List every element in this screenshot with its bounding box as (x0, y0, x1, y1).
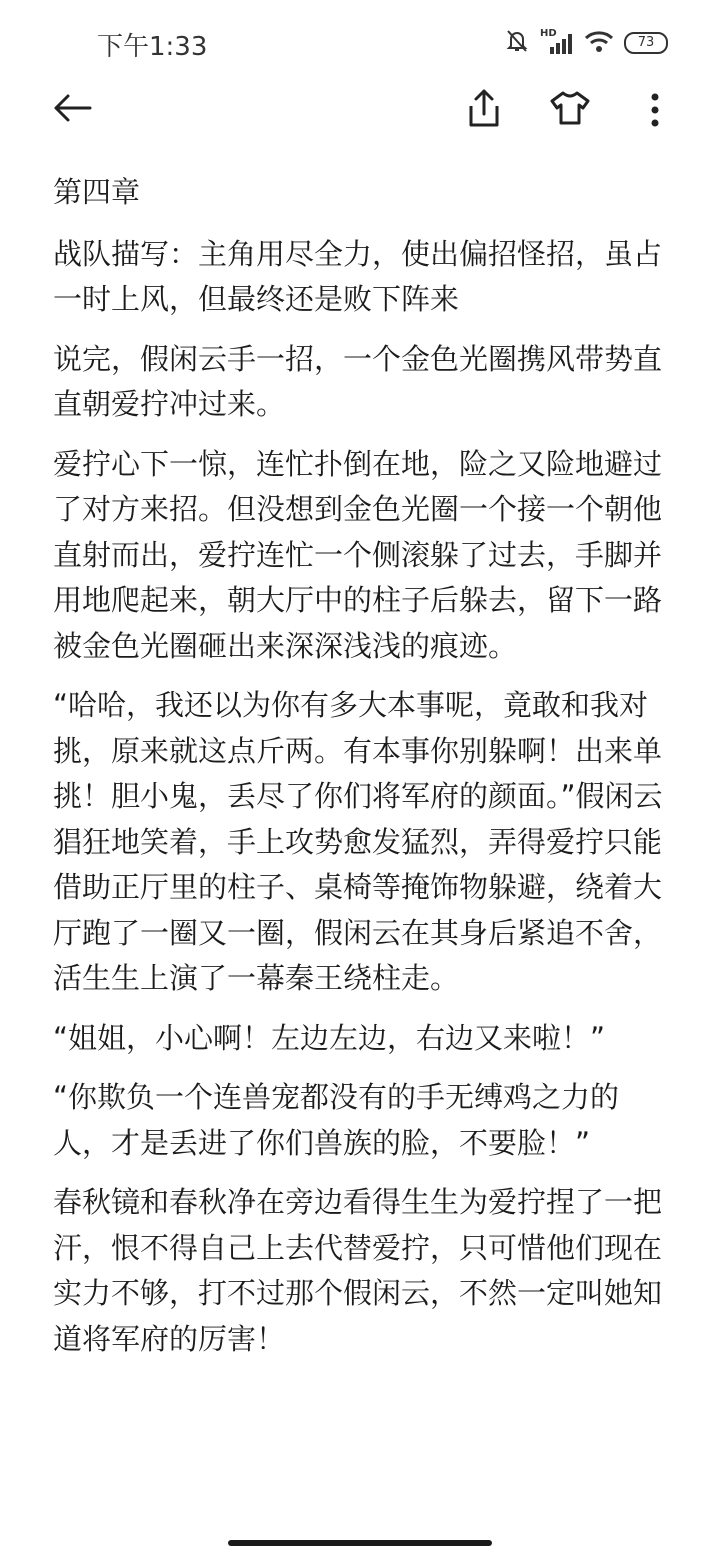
status-time: 下午1:33 (97, 32, 208, 62)
paragraph: 说完，假闲云手一招，一个金色光圈携风带势直直朝爱拧冲过来。 (53, 341, 663, 421)
share-icon (467, 88, 501, 128)
chapter-title: 第四章 (53, 175, 141, 209)
paragraph: 春秋镜和春秋净在旁边看得生生为爱拧捏了一把汗，恨不得自己上去代替爱拧，只可惜他们现在实力不够，打不过那个假闲云，不然一定叫她知道将军府的厉害！ (53, 1185, 663, 1356)
status-icons (504, 28, 668, 58)
paragraph: “哈哈，我还以为你有多大本事呢，竟敢和我对挑，原来就这点斤两。有本事你别躲啊！出来单挑！胆小鬼，丢尽了你们将军府的颜面。”假闲云猖狂地笑着，手上攻势愈发猛烈，弄得爱拧只能借助正厅里的柱子、桌椅等掩饰物躲避，绕着大厅跑了一圈又一圈，假闲云在其身后紧追不舍，活生生上演了一幕秦王绕柱走。 (53, 688, 663, 995)
back-button[interactable] (50, 86, 94, 130)
paragraph: “姐姐，小心啊！左边左边，右边又来啦！” (53, 1020, 606, 1055)
mute-bell-icon (504, 28, 530, 58)
wifi-icon (584, 29, 614, 57)
network-label: HD (540, 28, 557, 39)
shirt-icon (549, 90, 591, 126)
paragraph: “你欺负一个连兽宠都没有的手无缚鸡之力的人，才是丢进了你们兽族的脸，不要脸！” (53, 1080, 620, 1160)
document-body (53, 170, 673, 1376)
toolbar (0, 84, 720, 134)
share-button[interactable] (462, 84, 506, 132)
home-indicator[interactable] (228, 1540, 492, 1546)
theme-button[interactable] (546, 86, 594, 130)
arrow-left-icon (52, 93, 92, 123)
more-button[interactable] (640, 88, 670, 132)
signal-icon (540, 30, 574, 56)
battery-icon: 73 (624, 32, 668, 54)
paragraph: 战队描写：主角用尽全力，使出偏招怪招，虽占一时上风，但最终还是败下阵来 (53, 236, 663, 316)
status-bar (0, 0, 720, 84)
paragraph: 爱拧心下一惊，连忙扑倒在地，险之又险地避过了对方来招。但没想到金色光圈一个接一个朝他直射而出，爱拧连忙一个侧滚躲了过去，手脚并用地爬起来，朝大厅中的柱子后躲去，留下一路被金色光圈砸出来深深浅浅的痕迹。 (53, 446, 663, 663)
more-vertical-icon (650, 93, 660, 127)
